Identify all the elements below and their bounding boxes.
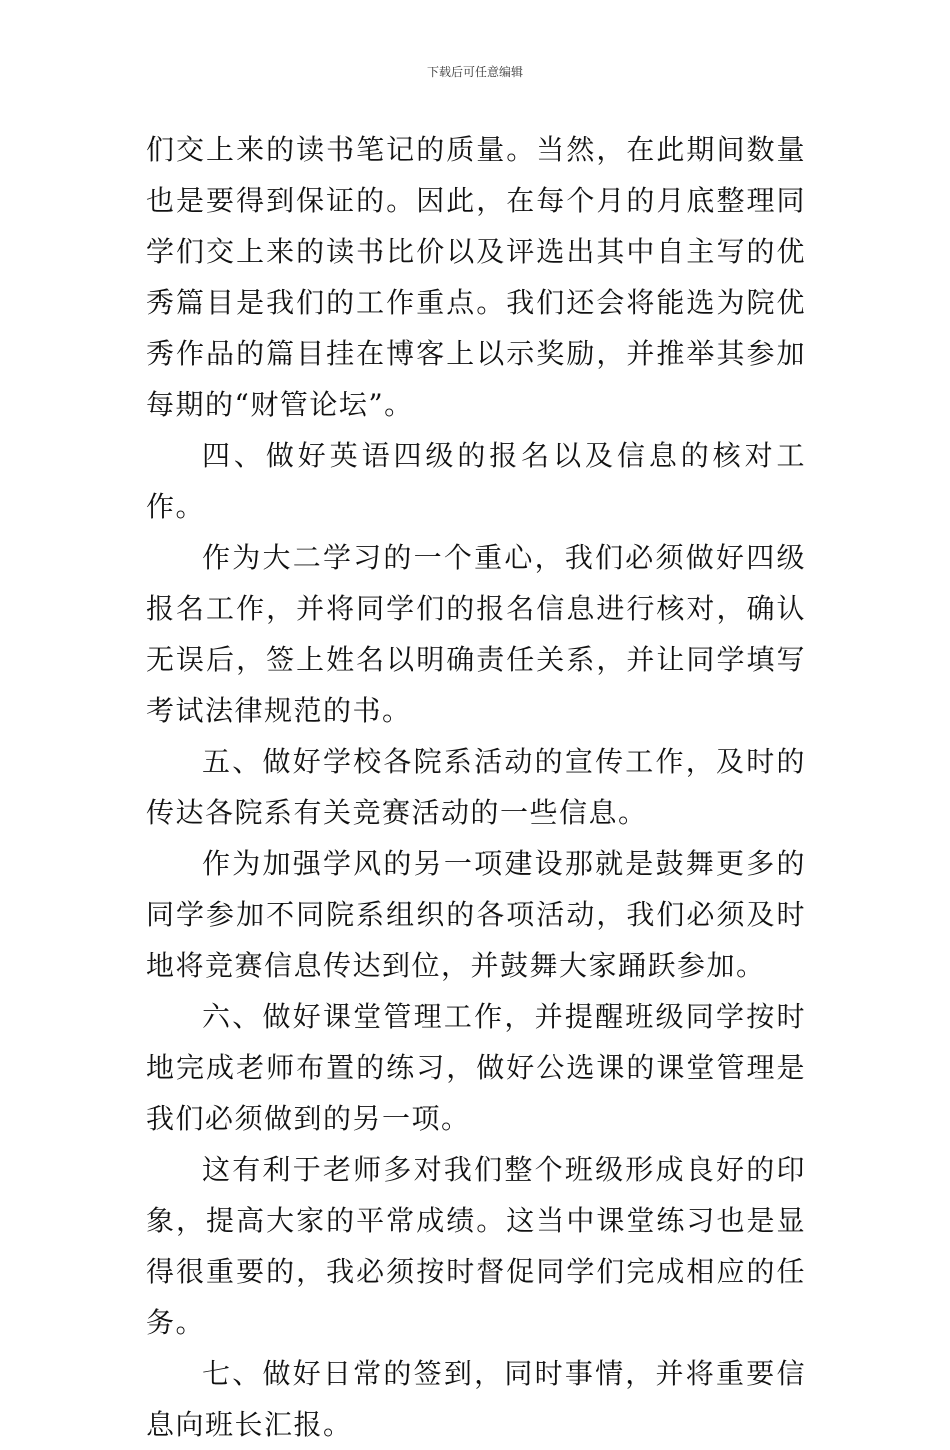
paragraph: 这有利于老师多对我们整个班级形成良好的印象，提高大家的平常成绩。这当中课堂练习也是显得很重要的，我必须按时督促同学们完成相应的任务。 — [146, 1153, 806, 1339]
section-heading-7: 七、做好日常的签到，同时事情，并将重要信息向班长汇报。 — [146, 1357, 806, 1441]
page-header: 下载后可任意编辑 — [426, 65, 523, 79]
paragraph-continuation: 们交上来的读书笔记的质量。当然，在此期间数量也是要得到保证的。因此，在每个月的月底整理同学们交上来的读书比价以及评选出其中自主写的优秀篇目是我们的工作重点。我们还会将能选为院优秀作品的篇目挂在博客上以示奖励，并推举其参加每期的“财管论坛”。 — [146, 133, 806, 421]
document-body — [146, 124, 806, 1450]
section-heading-5: 五、做好学校各院系活动的宣传工作，及时的传达各院系有关竞赛活动的一些信息。 — [146, 745, 806, 829]
paragraph: 作为加强学风的另一项建设那就是鼓舞更多的同学参加不同院系组织的各项活动，我们必须及时地将竞赛信息传达到位，并鼓舞大家踊跃参加。 — [146, 847, 806, 982]
paragraph: 作为大二学习的一个重心，我们必须做好四级报名工作，并将同学们的报名信息进行核对，确认无误后，签上姓名以明确责任关系，并让同学填写考试法律规范的书。 — [146, 541, 806, 727]
section-heading-6: 六、做好课堂管理工作，并提醒班级同学按时地完成老师布置的练习，做好公选课的课堂管理是我们必须做到的另一项。 — [146, 1000, 806, 1135]
section-heading-4: 四、做好英语四级的报名以及信息的核对工作。 — [146, 439, 806, 523]
